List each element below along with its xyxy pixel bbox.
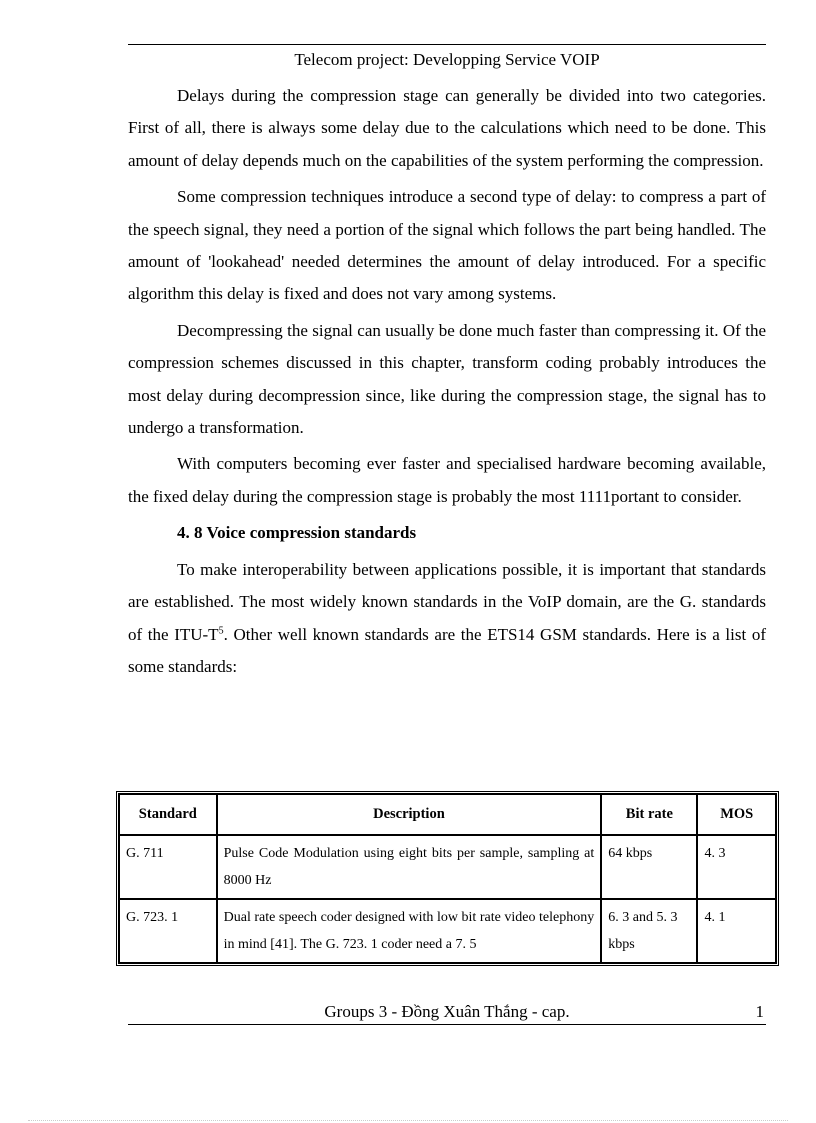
paragraph-text: To make interoperability between applications possible, it is important that standards are established. The most widely known standards in the VoIP domain, are the G. standards of the ITU-T <box>128 559 766 644</box>
table-cell: 6. 3 and 5. 3 kbps <box>601 899 697 963</box>
paragraph: Delays during the compression stage can generally be divided into two categories. First of all, there is always some delay due to the calculations which need to be done. This amount of delay depends much on the capabilities of the system performing the compression. <box>128 86 766 170</box>
footnote-marker: 5 <box>218 624 224 636</box>
body-text <box>128 80 766 687</box>
paragraph: With computers becoming ever faster and specialised hardware becoming available, the fixed delay during the compression stage is probably the most 1111portant to consider. <box>128 454 766 506</box>
table-header-row <box>119 794 776 835</box>
section-heading: 4. 8 Voice compression standards <box>177 523 417 543</box>
table-row <box>119 899 776 963</box>
paragraph-text: . Other well known standards are the ETS14 GSM standards. Here is a list of some standards: <box>128 624 766 676</box>
table-cell: G. 711 <box>119 835 217 899</box>
table-cell: G. 723. 1 <box>119 899 217 963</box>
table-cell: 64 kbps <box>601 835 697 899</box>
page-edge <box>28 1120 788 1121</box>
column-header: Bit rate <box>601 794 697 835</box>
table-cell: Dual rate speech coder designed with low bit rate video telephony in mind [41]. The G. 723. 1 coder need a 7. 5 <box>217 899 602 963</box>
paragraph <box>128 554 766 684</box>
page-footer <box>128 1002 766 1024</box>
header-rule <box>128 44 766 45</box>
column-header: MOS <box>697 794 776 835</box>
table-cell: 4. 1 <box>697 899 776 963</box>
footer-rule <box>128 1024 766 1025</box>
page-header: Telecom project: Developping Service VOIP <box>294 50 600 69</box>
footer-text: Groups 3 - Đồng Xuân Thắng - cap. <box>324 1002 570 1021</box>
table-cell: 4. 3 <box>697 835 776 899</box>
paragraph: Some compression techniques introduce a second type of delay: to compress a part of the speech signal, they need a portion of the signal which follows the part being handled. The amount of 'lookahead' needed determines the amount of delay introduced. For a specific algorithm this delay is fixed and does not vary among systems. <box>128 187 766 304</box>
table-row <box>119 835 776 899</box>
column-header: Standard <box>119 794 217 835</box>
standards-table <box>116 791 779 966</box>
paragraph: Decompressing the signal can usually be done much faster than compressing it. Of the compression schemes discussed in this chapter, transform coding probably introduces the most delay during decompression since, like during the compression stage, the signal has to undergo a transformation. <box>128 320 766 438</box>
table-cell: Pulse Code Modulation using eight bits per sample, sampling at 8000 Hz <box>217 835 602 899</box>
page-number: 1 <box>755 1002 764 1021</box>
column-header: Description <box>217 794 602 835</box>
